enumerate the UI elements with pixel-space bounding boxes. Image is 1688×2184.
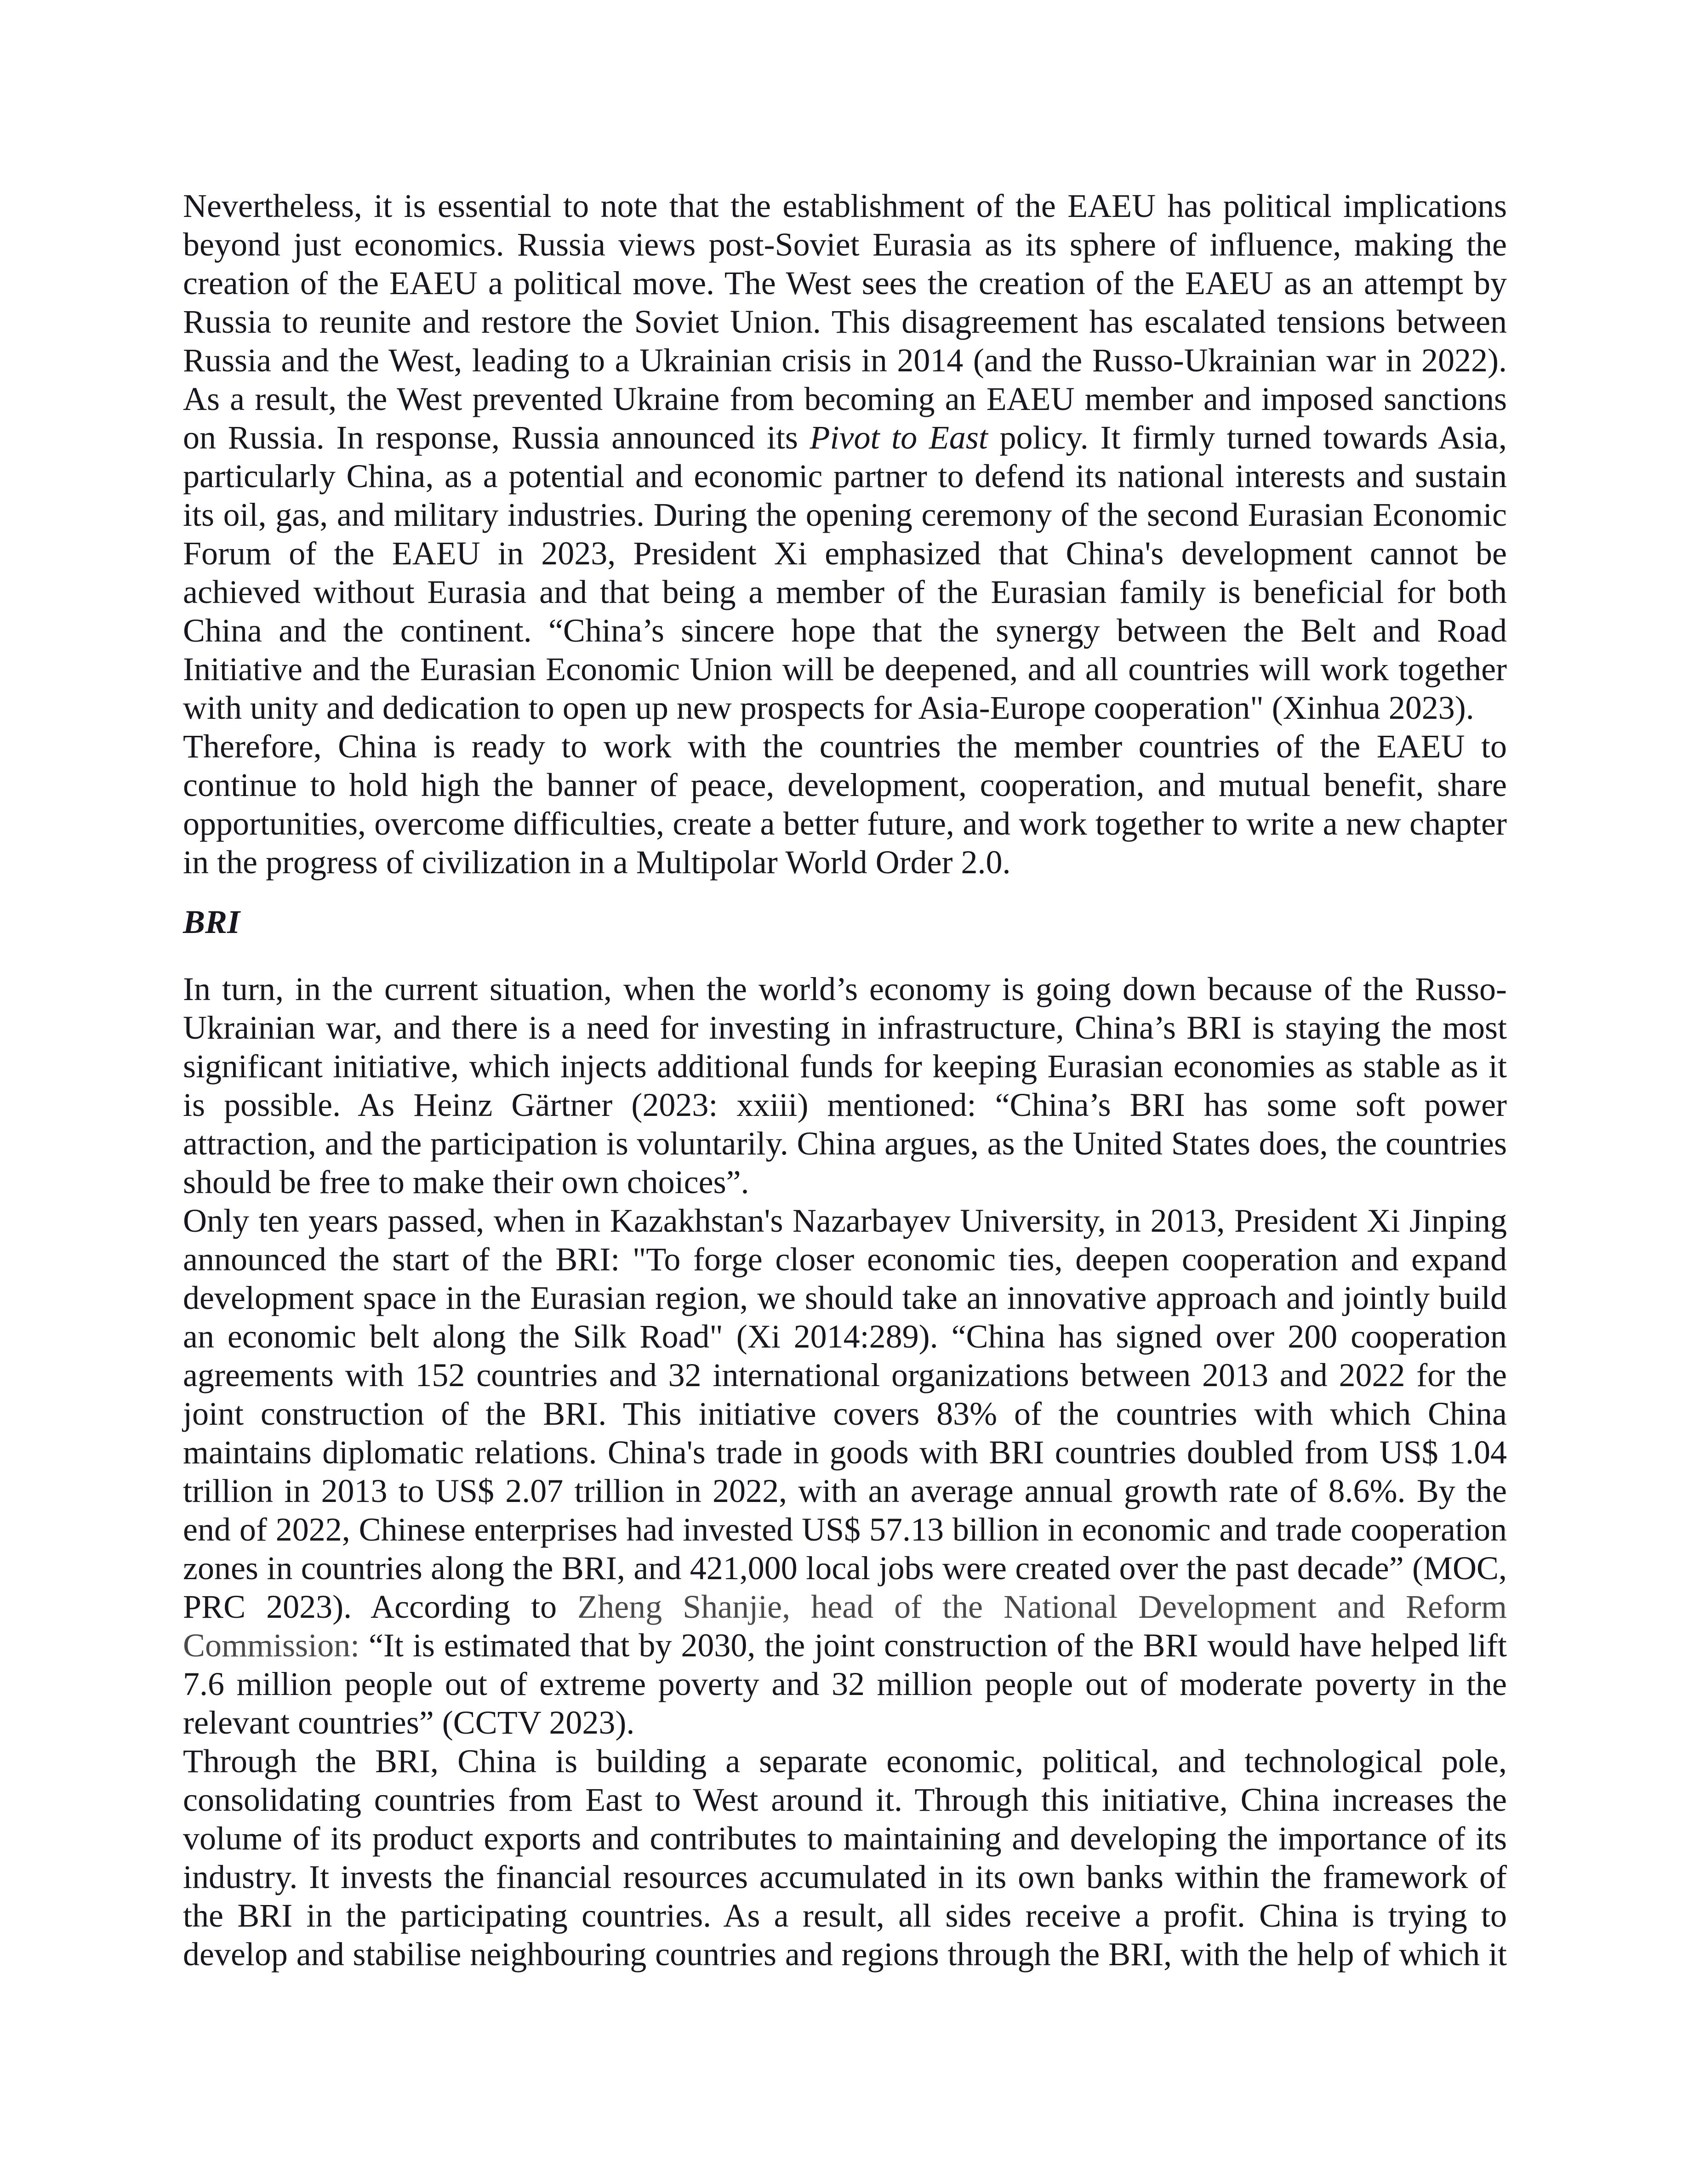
document-body bbox=[183, 187, 1507, 1974]
text-run: In turn, in the current situation, when the world’s economy is going down because of the Russo-Ukrainian war, and there is a need for investing in infrastructure, China’s BRI is staying the most significant initiative, which injects additional funds for keeping Eurasian economies as stable as it is possible. As Heinz Gärtner (2023: xxiii) mentioned: “China’s BRI has some soft power attraction, and the participation is voluntarily. China argues, as the United States does, the countries should be free to make their own choices”. bbox=[183, 971, 1507, 1200]
body-paragraph bbox=[183, 187, 1507, 727]
gray-text-run: Zheng Shanjie, head of the National Development and Reform Commission: bbox=[183, 1588, 1507, 1664]
body-paragraph bbox=[183, 1201, 1507, 1742]
text-run: Therefore, China is ready to work with the countries the member countries of the EAEU to continue to hold high the banner of peace, development, cooperation, and mutual benefit, share opportunities, overcome difficulties, create a better future, and work together to write a new chapter in the progress of civilization in a Multipolar World Order 2.0. bbox=[183, 728, 1507, 881]
text-run: Nevertheless, it is essential to note that the establishment of the EAEU has political implications beyond just economics. Russia views post-Soviet Eurasia as its sphere of influence, making the creation of the EAEU a political move. The West sees the creation of the EAEU as an attempt by Russia to reunite and restore the Soviet Union. This disagreement has escalated tensions between Russia and the West, leading to a Ukrainian crisis in 2014 (and the Russo-Ukrainian war in 2022). As a result, the West prevented Ukraine from becoming an EAEU member and imposed sanctions on Russia. In response, Russia announced its bbox=[183, 188, 1507, 456]
text-run: Through the BRI, China is building a separate economic, political, and technological pole, consolidating countries from East to West around it. Through this initiative, China increases the volume of its product exports and contributes to maintaining and developing the importance of its industry. It invests the financial resources accumulated in its own banks within the framework of the BRI in the participating countries. As a result, all sides receive a profit. China is trying to develop and stabilise neighbouring countries and regions through the BRI, with the help of which it bbox=[183, 1743, 1507, 1973]
text-run: Only ten years passed, when in Kazakhstan's Nazarbayev University, in 2013, President Xi Jinping announced the start of the BRI: "To forge closer economic ties, deepen cooperation and expand development space in the Eurasian region, we should take an innovative approach and jointly build an economic belt along the Silk Road" (Xi 2014:289). “China has signed over 200 cooperation agreements with 152 countries and 32 international organizations between 2013 and 2022 for the joint construction of the BRI. This initiative covers 83% of the countries with which China maintains diplomatic relations. China's trade in goods with BRI countries doubled from US$ 1.04 trillion in 2013 to US$ 2.07 trillion in 2022, with an average annual growth rate of 8.6%. By the end of 2022, Chinese enterprises had invested US$ 57.13 billion in economic and trade cooperation zones in countries along the BRI, and 421,000 local jobs were created over the past decade” (MOC, PRC 2023). According to bbox=[183, 1202, 1507, 1625]
text-run: BRI bbox=[183, 904, 240, 940]
text-run: policy. It firmly turned towards Asia, particularly China, as a potential and economic partner to defend its national interests and sustain its oil, gas, and military industries. During the opening ceremony of the second Eurasian Economic Forum of the EAEU in 2023, President Xi emphasized that China's development cannot be achieved without Eurasia and that being a member of the Eurasian family is beneficial for both China and the continent. “China’s sincere hope that the synergy between the Belt and Road Initiative and the Eurasian Economic Union will be deepened, and all countries will work together with unity and dedication to open up new prospects for Asia-Europe cooperation" (Xinhua 2023). bbox=[183, 419, 1507, 726]
body-paragraph bbox=[183, 727, 1507, 882]
body-paragraph bbox=[183, 970, 1507, 1201]
section-heading bbox=[183, 903, 1507, 941]
body-paragraph bbox=[183, 1742, 1507, 1974]
text-run: “It is estimated that by 2030, the joint construction of the BRI would have helped lift 7.6 million people out of extreme poverty and 32 million people out of moderate poverty in the relevant countries” (CCTV 2023). bbox=[183, 1627, 1507, 1741]
italic-text-run: Pivot to East bbox=[810, 419, 988, 456]
